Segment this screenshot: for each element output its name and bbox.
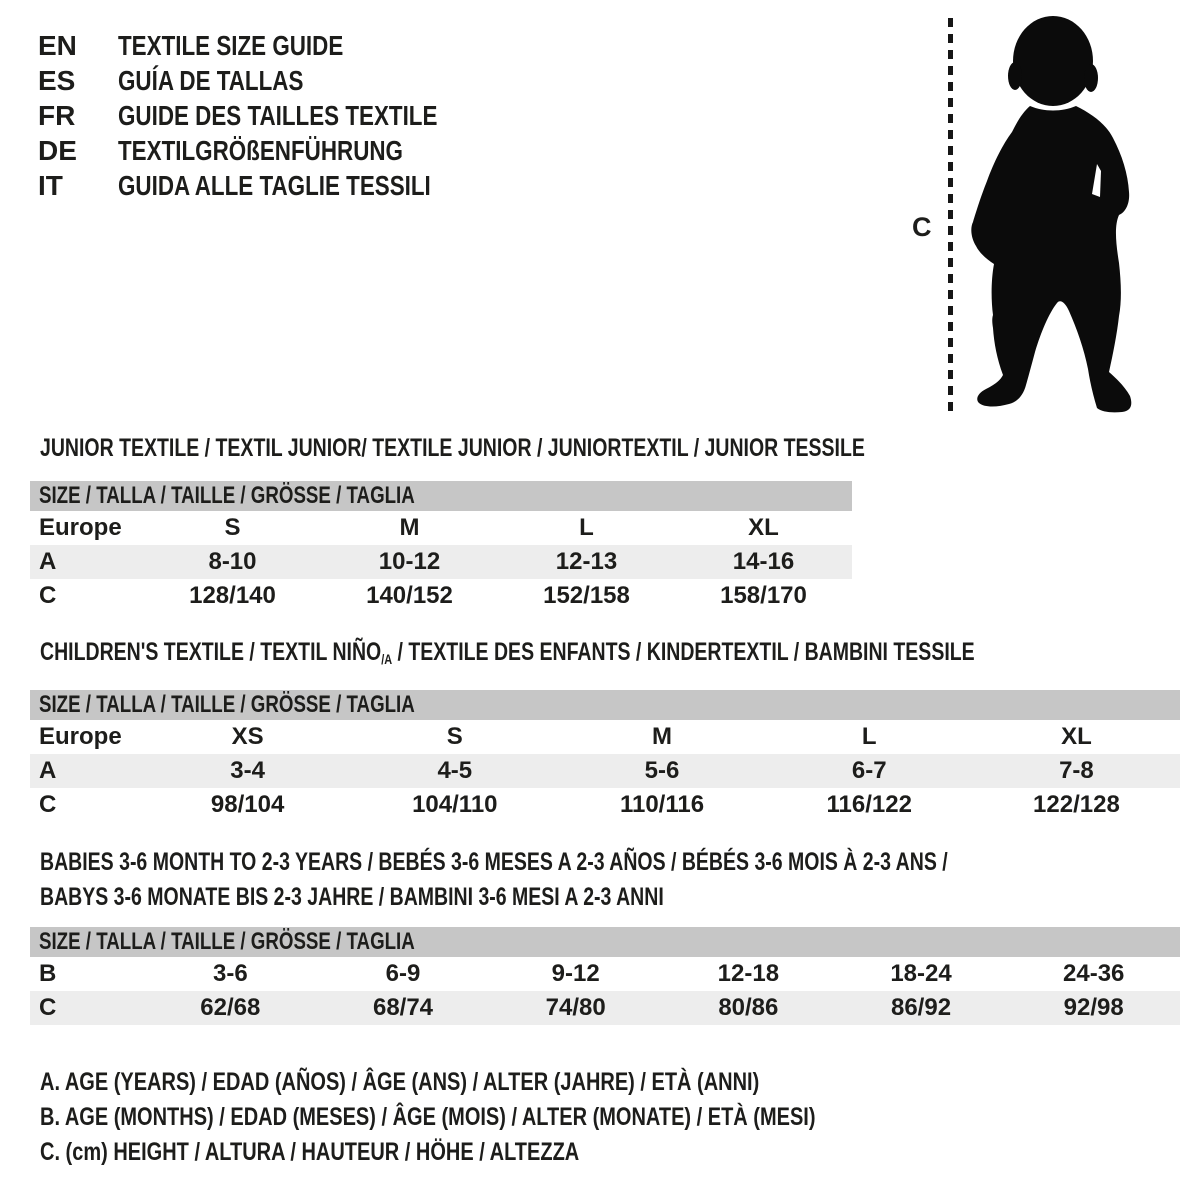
cell: 12-13 [555,548,618,575]
height-measure-dashed-line [948,18,953,416]
cell: 24-36 [1063,960,1125,987]
junior-section-title [40,433,1098,463]
title-part: / TEXTILE DES ENFANTS / KINDERTEXTIL / BAMBINI TESSILE [392,638,975,666]
babies-size-table [30,927,1180,1025]
toddler-head [1013,16,1093,106]
row-label: A [39,757,57,784]
cell: 18-24 [890,960,952,987]
height-measure-label: C [912,212,932,242]
babies-section-title [40,845,1200,915]
language-row-fr [38,98,517,133]
table-row [30,720,1180,754]
language-list [38,28,517,203]
babies-title-line2-text: BABYS 3-6 MONATE BIS 2-3 JAHRE / BAMBINI 3-6 MESI A 2-3 ANNI [40,883,664,911]
language-title [118,30,400,62]
toddler-ear-right [1084,64,1098,92]
row-label: A [39,548,57,575]
children-section-title-text [40,637,975,670]
language-title-text: GUÍA DE TALLAS [118,64,304,96]
cell: 6-7 [851,757,887,784]
cell: XS [231,723,264,750]
cell: 10-12 [378,548,441,575]
measure-legend [40,1065,1009,1170]
table-row [30,957,1180,991]
cell: M [399,514,420,541]
language-row-it [38,168,517,203]
legend-line-c-text: C. (cm) HEIGHT / ALTURA / HAUTEUR / HÖHE / ALTEZZA [40,1138,580,1166]
children-size-table [30,690,1180,822]
babies-title-line2 [40,880,1200,915]
table-row [30,511,852,545]
row-label: C [39,994,57,1021]
title-sub-part: /A [381,651,393,667]
cell: S [224,514,241,541]
junior-section-title-text: JUNIOR TEXTILE / TEXTIL JUNIOR/ TEXTILE JUNIOR / JUNIORTEXTIL / JUNIOR TESSILE [40,434,865,462]
language-code: ES [38,64,76,96]
cell: 4-5 [437,757,473,784]
cell: 7-8 [1059,757,1094,784]
size-header-text: SIZE / TALLA / TAILLE / GRÖSSE / TAGLIA [39,691,415,718]
cell: 140/152 [366,582,453,609]
toddler-body [971,106,1131,412]
cell: 110/116 [619,791,705,818]
cell: 116/122 [826,791,912,818]
cell: 5-6 [644,757,680,784]
cell: 92/98 [1063,994,1124,1021]
size-header-text: SIZE / TALLA / TAILLE / GRÖSSE / TAGLIA [39,482,415,509]
cell: 12-18 [717,960,780,987]
table-row [30,579,852,613]
cell: 14-16 [732,548,795,575]
row-label: C [39,791,57,818]
legend-line-c [40,1135,1009,1170]
language-code: DE [38,134,77,166]
row-label: C [39,582,57,609]
cell: 128/140 [189,582,276,609]
language-row-en [38,28,517,63]
row-label: B [39,960,57,987]
cell: 68/74 [372,994,434,1021]
language-title [118,135,474,167]
cell: M [652,723,672,750]
cell: L [579,514,594,541]
babies-table-header [30,927,1180,957]
language-row-de [38,133,517,168]
cell: L [861,723,877,750]
row-label: Europe [39,514,122,541]
language-title-text: TEXTILE SIZE GUIDE [118,29,344,61]
toddler-silhouette-icon [970,16,1145,418]
language-title [118,100,517,132]
title-part: CHILDREN'S TEXTILE / TEXTIL NIÑO [40,638,382,666]
language-code: IT [38,169,63,201]
language-title-text: GUIDE DES TAILLES TEXTILE [118,99,438,131]
cell: S [446,723,463,750]
cell: XL [1061,723,1092,750]
cell: 86/92 [890,994,952,1021]
language-row-es [38,63,517,98]
cell: 80/86 [718,994,779,1021]
cell: 3-6 [212,960,248,987]
language-title-text: TEXTILGRÖßENFÜHRUNG [118,134,403,166]
legend-line-a-text: A. AGE (YEARS) / EDAD (AÑOS) / ÂGE (ANS) / ALTER (JAHRE) / ETÀ (ANNI) [40,1068,760,1096]
cell: XL [748,514,779,541]
row-label: Europe [39,723,122,750]
cell: 3-4 [230,757,265,784]
legend-line-b [40,1100,1009,1135]
language-title [118,65,350,97]
cell: 98/104 [210,791,285,818]
babies-title-line1-text: BABIES 3-6 MONTH TO 2-3 YEARS / BEBÉS 3-6 MESES A 2-3 AÑOS / BÉBÉS 3-6 MOIS À 2-3 ANS / [40,848,948,876]
cell: 152/158 [543,582,630,609]
language-title [118,170,509,202]
toddler-ear-left [1008,62,1022,90]
junior-size-table [30,481,852,613]
cell: 74/80 [545,994,606,1021]
cell: 104/110 [412,791,498,818]
table-row [30,788,1180,822]
cell: 8-10 [208,548,257,575]
cell: 122/128 [1033,791,1120,818]
table-row [30,991,1180,1025]
language-title-text: GUIDA ALLE TAGLIE TESSILI [118,169,431,201]
table-row [30,754,1180,788]
cell: 62/68 [200,994,261,1021]
legend-line-b-text: B. AGE (MONTHS) / EDAD (MESES) / ÂGE (MOIS) / ALTER (MONATE) / ETÀ (MESI) [40,1103,816,1131]
cell: 158/170 [720,582,807,609]
language-code: FR [38,99,76,131]
babies-title-line1 [40,845,1200,880]
table-row [30,545,852,579]
legend-line-a [40,1065,1009,1100]
cell: 6-9 [385,960,421,987]
children-table-header [30,690,1180,720]
junior-table-header [30,481,852,511]
height-figure [900,0,1200,430]
children-section-title [40,637,1200,670]
language-code: EN [38,29,77,61]
cell: 9-12 [551,960,600,987]
size-header-text: SIZE / TALLA / TAILLE / GRÖSSE / TAGLIA [39,928,415,955]
